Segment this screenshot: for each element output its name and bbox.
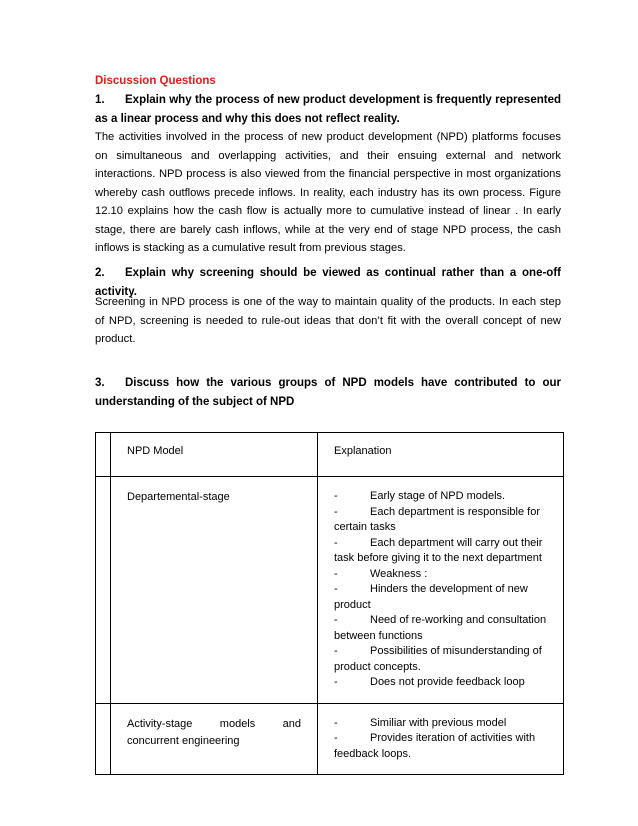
- answer-1: The activities involved in the process of new product development (NPD) platforms focuses on simultaneous and overlapping activities, and their ensuing external and network interactions. NPD process is also viewed from the financial perspective in most organizations whereby cash outflows precede inflows. In reality, each industry has its own process. Figure 12.10 explains how the cash flow is actually more to cumulative instead of linear . In early stage, there are barely cash inflows, while at the very end of stage NPD process, the cash inflows is stacking as a cumulative result from previous stages.: [95, 131, 561, 254]
- list-item: - Need of re-working and consultation between functions: [334, 614, 547, 642]
- explanation-list: [334, 477, 553, 703]
- list-item: - Possibilities of misunderstanding of product concepts.: [334, 645, 542, 673]
- table-cell: [318, 703, 564, 775]
- question-text: Discuss how the various groups of NPD models have contributed to our understanding of the subject of NPD: [95, 377, 561, 408]
- model-name: Activity-stage models and concurrent engineering: [127, 717, 301, 747]
- list-item: - Early stage of NPD models.: [334, 490, 506, 502]
- table-cell: [96, 703, 111, 775]
- list-item: - Each department is responsible for certain tasks: [334, 505, 540, 533]
- table-cell: [318, 433, 564, 477]
- table-cell: [96, 433, 111, 477]
- table-row: [96, 703, 564, 775]
- table-cell: [96, 477, 111, 704]
- question-3: [95, 374, 561, 411]
- list-item: - Each department will carry out their task before giving it to the next department: [334, 536, 543, 564]
- table-cell: [111, 703, 318, 775]
- header-explanation: Explanation: [334, 445, 392, 457]
- question-text: Explain why screening should be viewed as continual rather than a one-off activity.: [95, 267, 561, 298]
- list-item: - Hinders the development of new product: [334, 583, 528, 611]
- table-row: [96, 477, 564, 704]
- table-cell: [111, 477, 318, 704]
- table-header-row: [96, 433, 564, 477]
- explanation-list: [334, 704, 553, 775]
- list-item: - Does not provide feedback loop: [334, 676, 525, 688]
- table-cell: [111, 433, 318, 477]
- answer-2: Screening in NPD process is one of the way to maintain quality of the products. In each step of NPD, screening is needed to rule-out ideas that don’t fit with the overall concept of new product.: [95, 296, 561, 345]
- header-npd-model: NPD Model: [127, 445, 184, 457]
- npd-model-table: [95, 432, 564, 775]
- list-item: - Provides iteration of activities with feedback loops.: [334, 732, 536, 760]
- list-item: - Similiar with previous model: [334, 716, 507, 729]
- list-item: - Weakness :: [334, 567, 428, 580]
- section-heading: Discussion Questions: [95, 75, 216, 87]
- question-number: 1.: [95, 94, 105, 106]
- table-cell: [318, 477, 564, 704]
- question-text: Explain why the process of new product development is frequently represented as a linear process and why this does not reflect reality.: [95, 94, 561, 125]
- question-number: 2.: [95, 267, 105, 279]
- model-name: Departemental-stage: [127, 491, 230, 503]
- question-number: 3.: [95, 377, 105, 389]
- question-1: [95, 91, 561, 128]
